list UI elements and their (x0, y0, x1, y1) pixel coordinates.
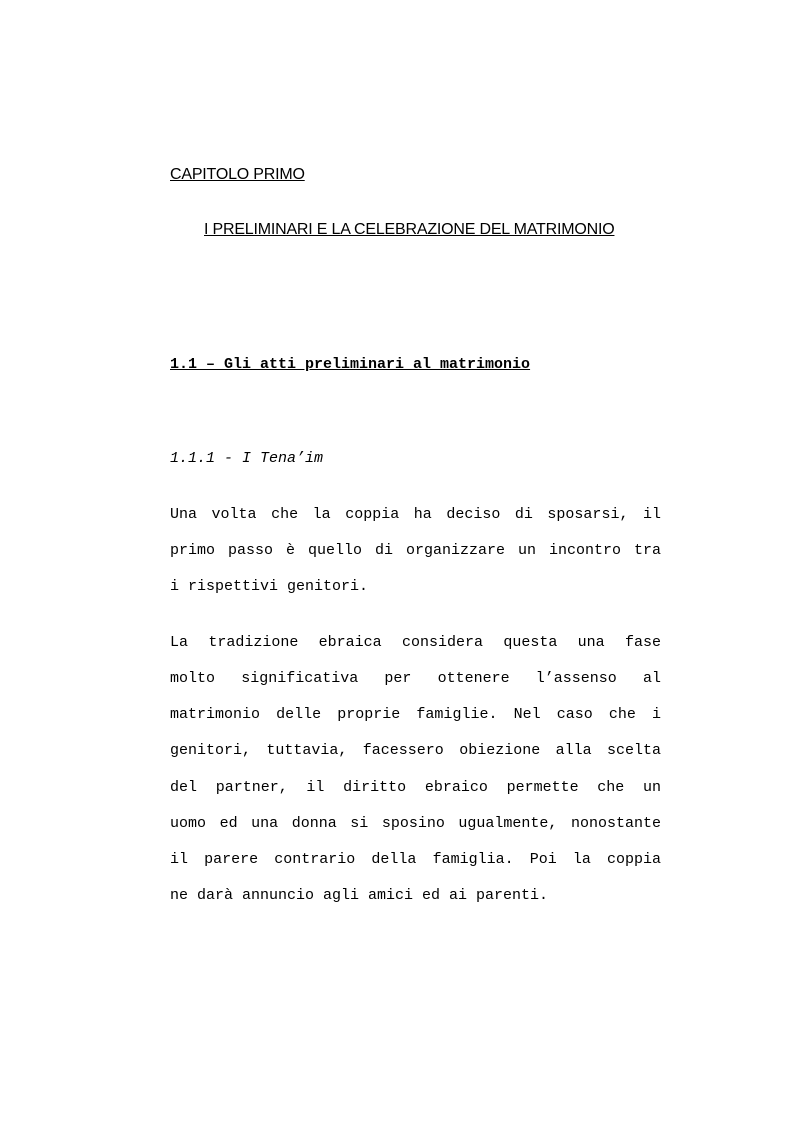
paragraph-line: ne darà annuncio agli amici ed ai parenti. (170, 887, 549, 904)
section-heading: 1.1 – Gli atti preliminari al matrimonio (170, 356, 531, 373)
subsection-heading: 1.1.1 - I Tena’im (170, 450, 324, 467)
paragraph-line: i rispettivi genitori. (170, 578, 369, 595)
paragraph-line: il parere contrario della famiglia. Poi la coppia (170, 851, 661, 868)
paragraph-line: matrimonio delle proprie famiglie. Nel caso che i (170, 706, 661, 723)
paragraph-line: molto significativa per ottenere l’assenso al (170, 670, 661, 687)
paragraph-line: Una volta che la coppia ha deciso di sposarsi, il (170, 506, 661, 523)
paragraph-line: primo passo è quello di organizzare un incontro tra (170, 542, 661, 559)
chapter-label: CAPITOLO PRIMO (170, 166, 305, 183)
chapter-title: I PRELIMINARI E LA CELEBRAZIONE DEL MATRIMONIO (204, 221, 615, 238)
paragraph-line: del partner, il diritto ebraico permette che un (170, 779, 661, 796)
paragraph-line: uomo ed una donna si sposino ugualmente, nonostante (170, 815, 661, 832)
paragraph-line: genitori, tuttavia, facessero obiezione alla scelta (170, 742, 661, 759)
paragraph-line: La tradizione ebraica considera questa una fase (170, 634, 661, 651)
